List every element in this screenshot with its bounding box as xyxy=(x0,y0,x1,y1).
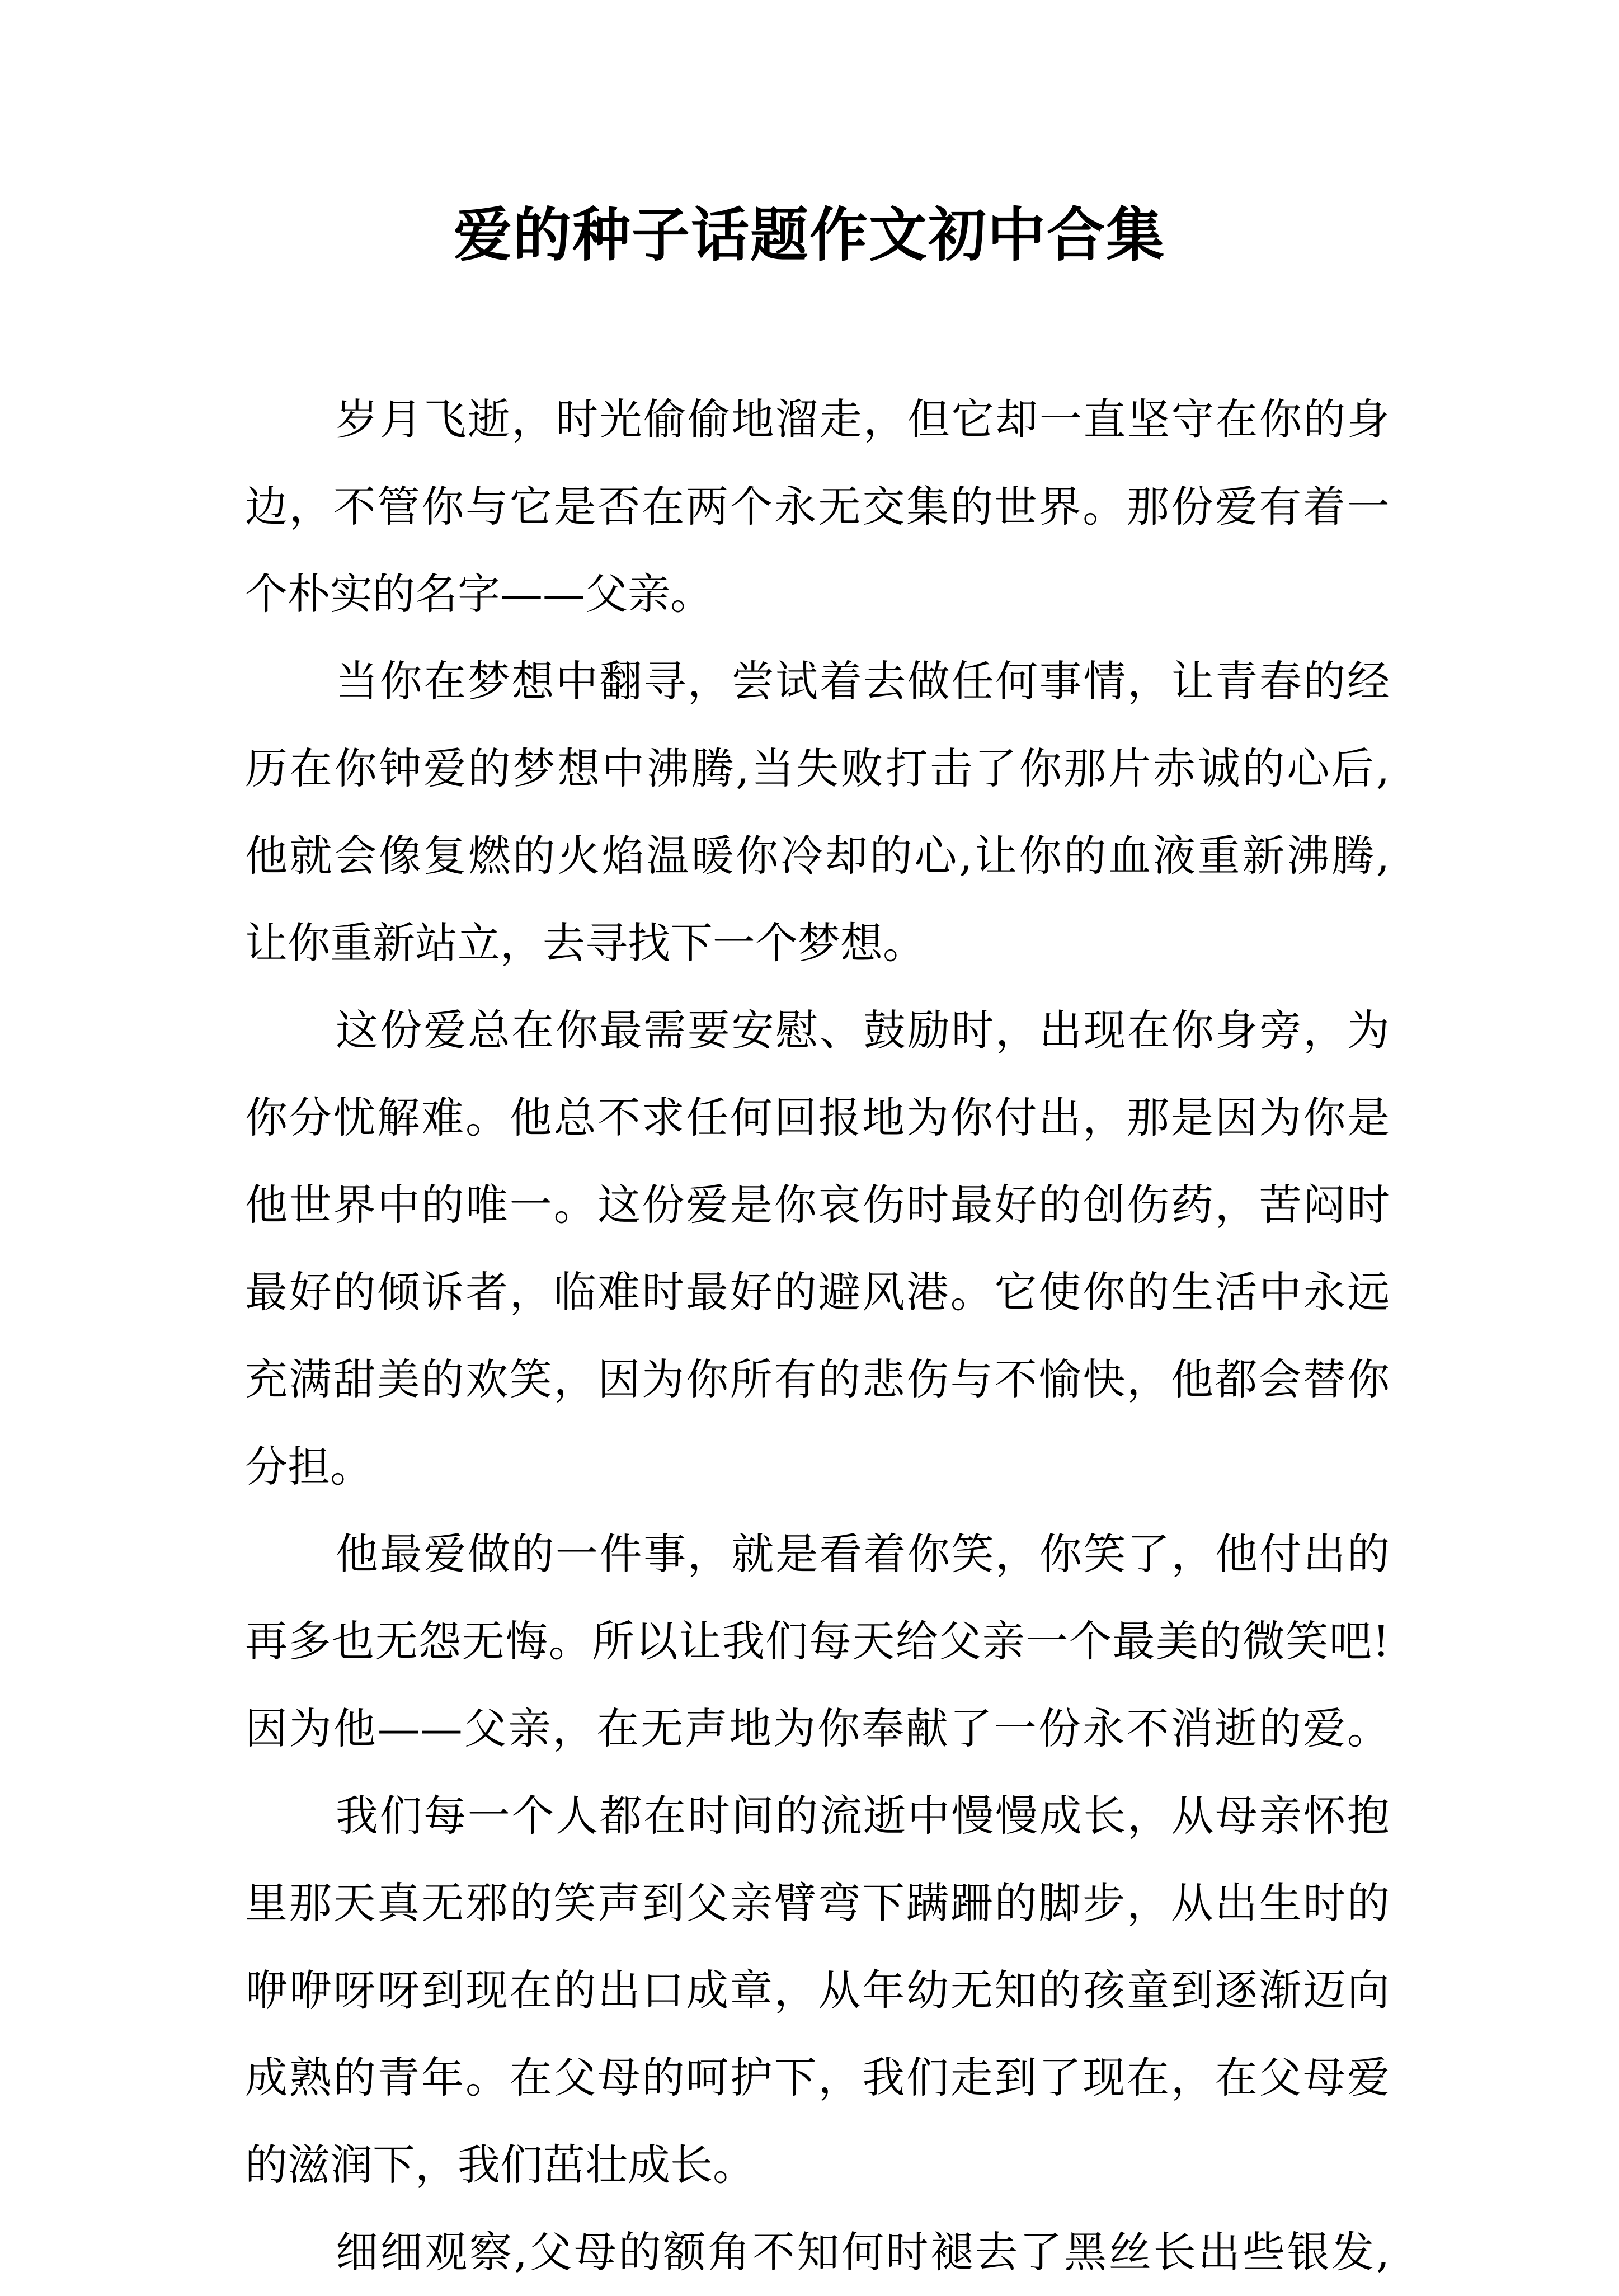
text-line: 让你重新站立，去寻找下一个梦想。 xyxy=(245,918,925,968)
text-line: 的滋润下，我们茁壮成长。 xyxy=(245,2140,755,2190)
text-line: 这份爱总在你最需要安慰、鼓励时，出现在你身旁，为 xyxy=(336,1005,1390,1055)
text-line: 他世界中的唯一。这份爱是你哀伤时最好的创伤药，苦闷时 xyxy=(245,1180,1390,1230)
text-line: 历在你钟爱的梦想中沸腾,当失败打击了你那片赤诚的心后, xyxy=(245,744,1390,793)
text-line: 岁月飞逝，时光偷偷地溜走，但它却一直坚守在你的身 xyxy=(336,394,1390,444)
text-line: 咿咿呀呀到现在的出口成章，从年幼无知的孩童到逐渐迈向 xyxy=(245,1965,1390,2015)
text-line: 因为他——父亲，在无声地为你奉献了一份永不消逝的爱。 xyxy=(245,1704,1390,1753)
document-title: 爱的种子话题作文初中合集 xyxy=(453,200,1165,269)
text-line: 里那天真无邪的笑声到父亲臂弯下蹒跚的脚步，从出生时的 xyxy=(245,1878,1390,1928)
text-line: 他最爱做的一件事，就是看着你笑，你笑了，他付出的 xyxy=(336,1529,1390,1579)
text-line: 当你在梦想中翻寻，尝试着去做任何事情，让青春的经 xyxy=(336,656,1390,706)
document-body xyxy=(245,376,1390,2296)
text-line: 细细观察,父母的额角不知何时褪去了黑丝长出些银发, xyxy=(336,2227,1390,2277)
text-line: 他就会像复燃的火焰温暖你冷却的心,让你的血液重新沸腾, xyxy=(245,831,1390,881)
text-line: 个朴实的名字——父亲。 xyxy=(245,569,713,619)
text-line: 边，不管你与它是否在两个永无交集的世界。那份爱有着一 xyxy=(245,482,1390,531)
text-line: 我们每一个人都在时间的流逝中慢慢成长，从母亲怀抱 xyxy=(336,1791,1390,1841)
text-line: 分担。 xyxy=(245,1442,373,1492)
text-line: 充满甜美的欢笑，因为你所有的悲伤与不愉快，他都会替你 xyxy=(245,1354,1390,1404)
text-line: 成熟的青年。在父母的呵护下，我们走到了现在，在父母爱 xyxy=(245,2053,1390,2102)
text-line: 再多也无怨无悔。所以让我们每天给父亲一个最美的微笑吧! xyxy=(245,1616,1390,1666)
text-line: 你分忧解难。他总不求任何回报地为你付出，那是因为你是 xyxy=(245,1093,1390,1142)
text-line: 最好的倾诉者，临难时最好的避风港。它使你的生活中永远 xyxy=(245,1267,1390,1317)
